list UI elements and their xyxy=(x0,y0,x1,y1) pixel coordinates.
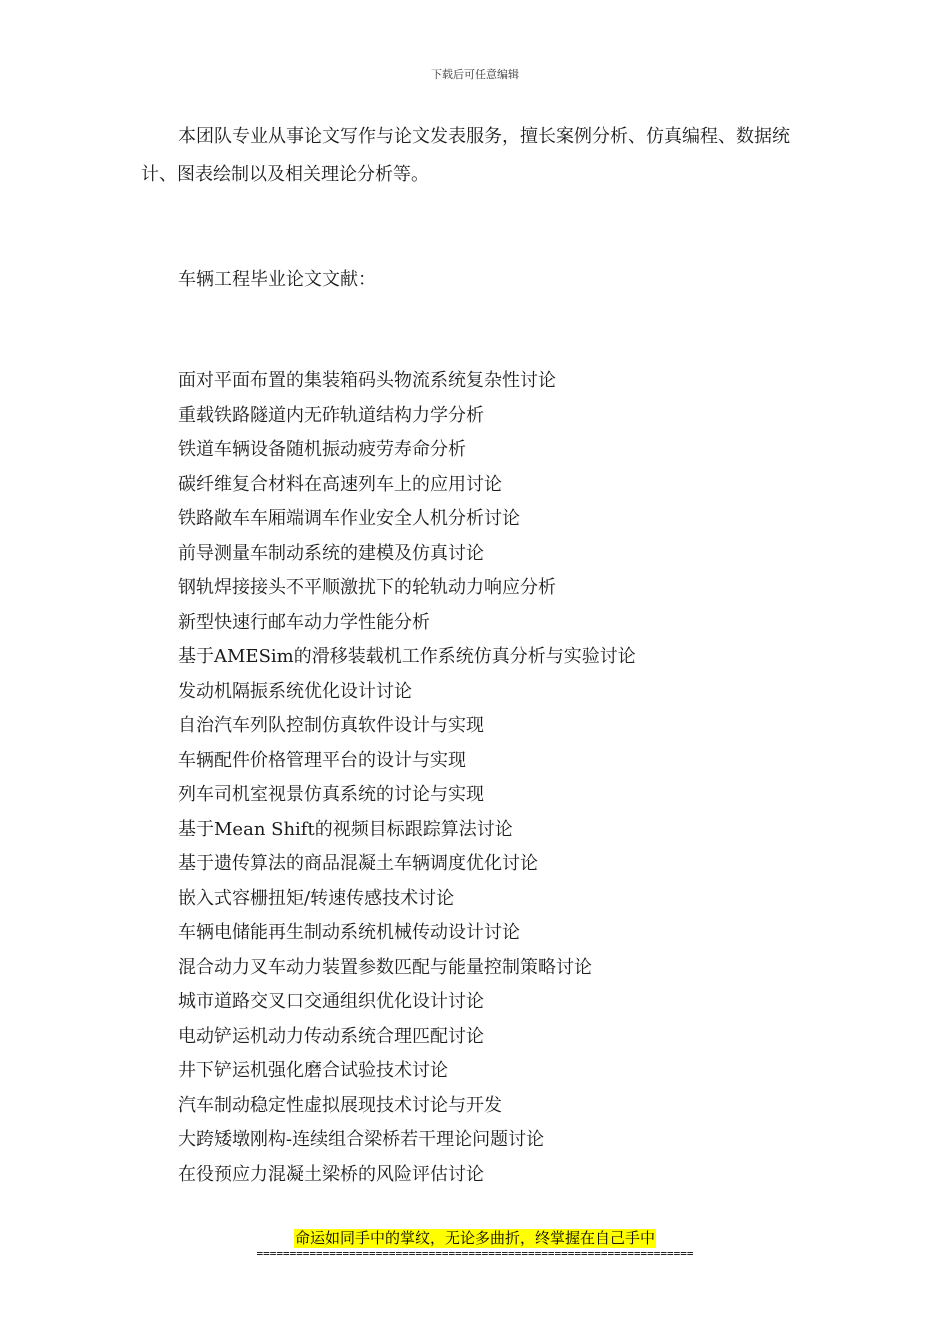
list-item: 发动机隔振系统优化设计讨论 xyxy=(178,680,412,702)
list-item: 基于AMESim的滑移装载机工作系统仿真分析与实验讨论 xyxy=(178,646,636,667)
list-item: 大跨矮墩刚构-连续组合梁桥若干理论问题讨论 xyxy=(178,1129,545,1150)
list-item: 车辆配件价格管理平台的设计与实现 xyxy=(178,749,466,771)
list-item: 前导测量车制动系统的建模及仿真讨论 xyxy=(178,542,484,564)
list-item: 基于遗传算法的商品混凝土车辆调度优化讨论 xyxy=(178,853,538,874)
list-item: 铁道车辆设备随机振动疲劳寿命分析 xyxy=(178,439,466,460)
list-item: 嵌入式容栅扭矩/转速传感技术讨论 xyxy=(178,887,455,909)
list-item: 列车司机室视景仿真系统的讨论与实现 xyxy=(178,784,484,805)
list-item: 新型快速行邮车动力学性能分析 xyxy=(178,611,430,633)
page-footer xyxy=(0,1228,950,1259)
list-item: 车辆电储能再生制动系统机械传动设计讨论 xyxy=(178,922,520,943)
intro-paragraph: 本团队专业从事论文写作与论文发表服务，擅长案例分析、仿真编程、数据统计、图表绘制以及相关理论分析等。 xyxy=(141,126,790,185)
list-item: 重载铁路隧道内无砟轨道结构力学分析 xyxy=(178,404,484,426)
list-item: 钢轨焊接接头不平顺激扰下的轮轨动力响应分析 xyxy=(178,577,556,598)
list-item: 铁路敞车车厢端调车作业安全人机分析讨论 xyxy=(178,508,520,529)
list-item: 面对平面布置的集装箱码头物流系统复杂性讨论 xyxy=(178,370,556,391)
section-title: 车辆工程毕业论文文献： xyxy=(178,269,376,290)
footer-divider: ================================================================== xyxy=(256,1247,694,1260)
list-item: 城市道路交叉口交通组织优化设计讨论 xyxy=(178,991,484,1012)
list-item: 在役预应力混凝土梁桥的风险评估讨论 xyxy=(178,1163,484,1185)
list-item: 电动铲运机动力传动系统合理匹配讨论 xyxy=(178,1025,484,1047)
list-item: 汽车制动稳定性虚拟展现技术讨论与开发 xyxy=(178,1094,502,1116)
list-item: 混合动力叉车动力装置参数匹配与能量控制策略讨论 xyxy=(178,956,592,978)
thesis-title-list xyxy=(178,364,636,1192)
list-item: 井下铲运机强化磨合试验技术讨论 xyxy=(178,1060,448,1081)
list-item: 基于Mean Shift的视频目标跟踪算法讨论 xyxy=(178,818,513,840)
list-item: 碳纤维复合材料在高速列车上的应用讨论 xyxy=(178,473,502,495)
footer-motto: 命运如同手中的掌纹，无论多曲折，终掌握在自己手中 xyxy=(294,1229,655,1247)
header-note: 下载后可任意编辑 xyxy=(431,68,519,81)
list-item: 自治汽车列队控制仿真软件设计与实现 xyxy=(178,715,484,736)
